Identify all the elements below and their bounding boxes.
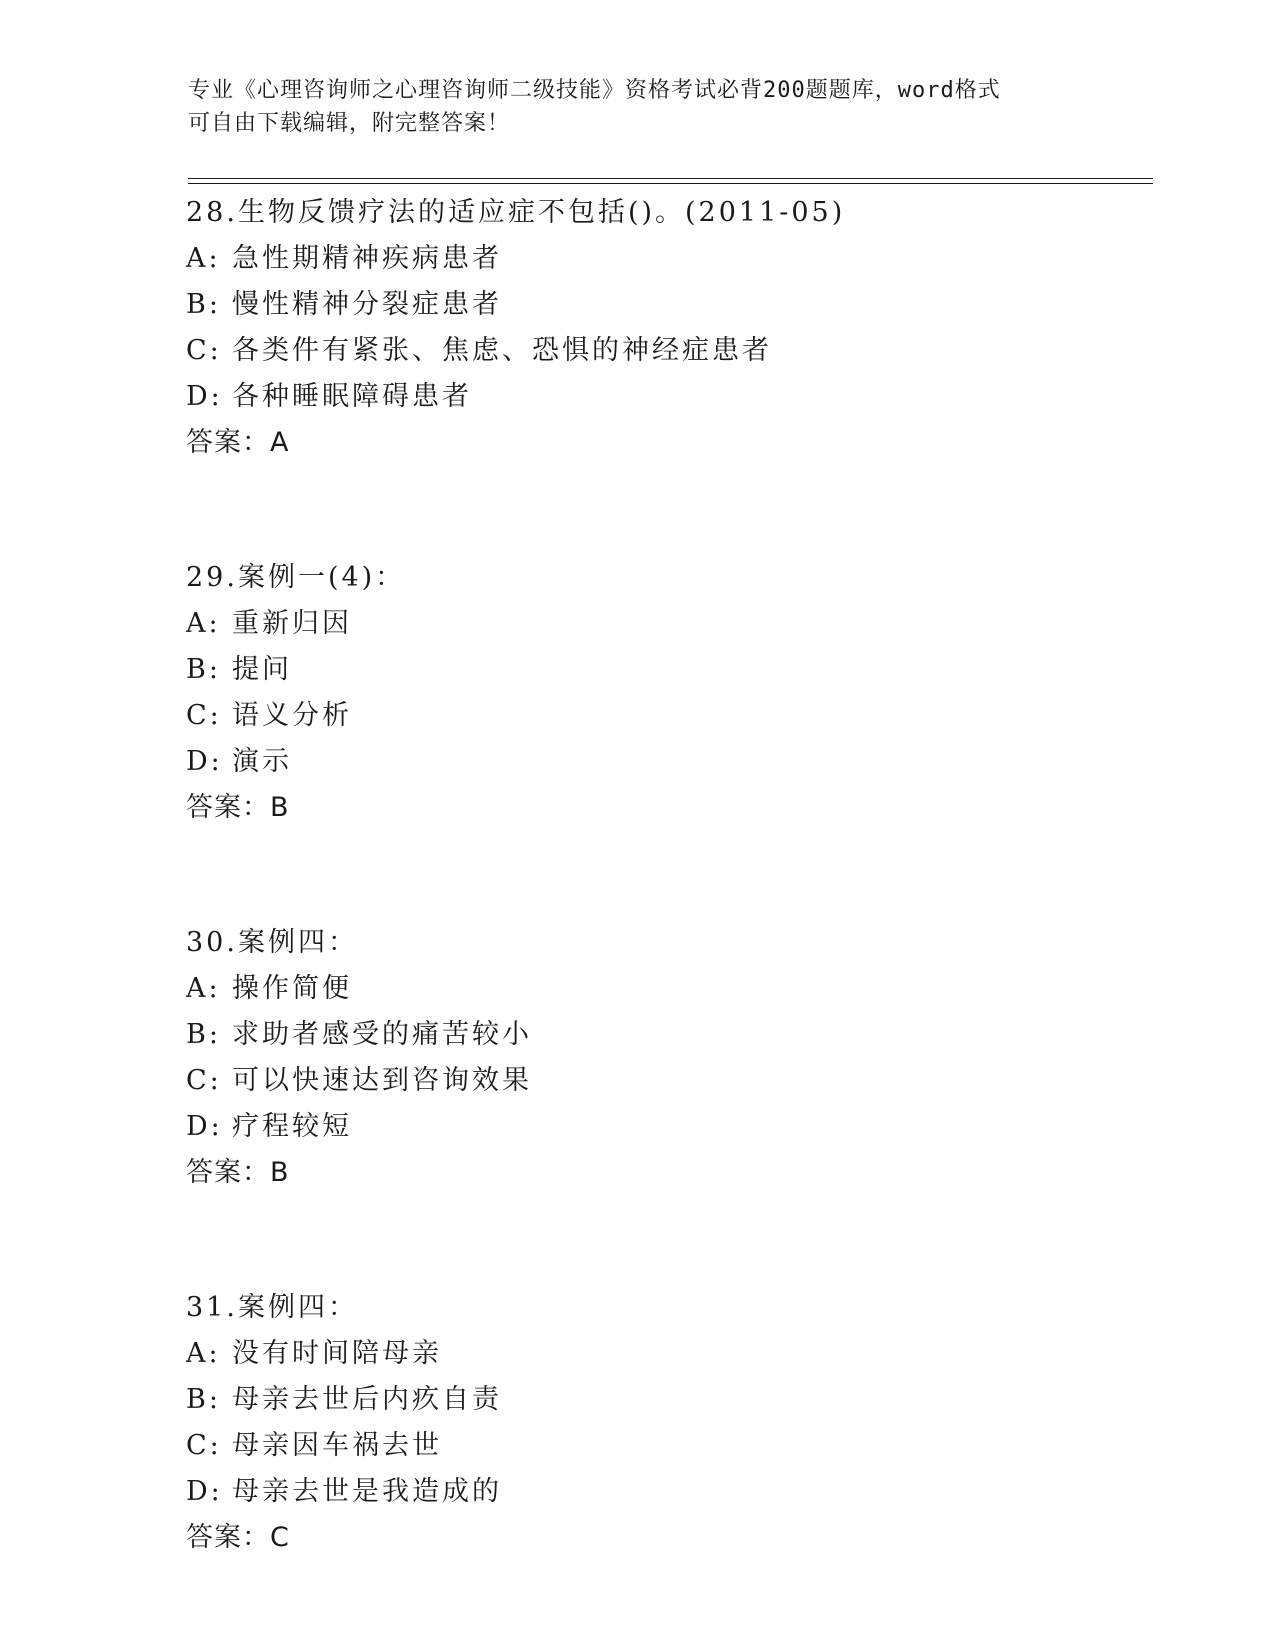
option-text: 母亲去世后内疚自责 <box>232 1384 502 1415</box>
option-key: D: <box>186 1111 223 1142</box>
option-text: 重新归因 <box>232 608 352 639</box>
option-d <box>186 1104 1186 1150</box>
option-key: D: <box>186 1476 223 1507</box>
question-stem: 29.案例一(4)： <box>186 562 406 593</box>
answer-line: 答案：B <box>186 1157 290 1188</box>
question-list <box>186 190 1186 1561</box>
question-stem: 30.案例四： <box>186 927 358 958</box>
option-a <box>186 601 1186 647</box>
answer-line: 答案：B <box>186 792 290 823</box>
option-key: C: <box>186 700 222 731</box>
option-text: 各种睡眠障碍患者 <box>232 381 472 412</box>
document-header <box>188 74 1088 140</box>
option-key: A: <box>186 973 221 1004</box>
option-a <box>186 966 1186 1012</box>
question-stem: 31.案例四： <box>186 1292 358 1323</box>
option-key: C: <box>186 335 222 366</box>
option-b <box>186 1377 1186 1423</box>
option-key: A: <box>186 243 221 274</box>
option-text: 急性期精神疾病患者 <box>232 243 502 274</box>
option-text: 慢性精神分裂症患者 <box>232 289 502 320</box>
question-stem: 28.生物反馈疗法的适应症不包括()。(2011-05) <box>186 197 846 228</box>
option-c <box>186 328 1186 374</box>
option-text: 疗程较短 <box>232 1111 352 1142</box>
option-key: A: <box>186 1338 221 1369</box>
question-30 <box>186 920 1186 1196</box>
header-line-2: 可自由下载编辑，附完整答案！ <box>188 111 511 136</box>
option-key: C: <box>186 1430 222 1461</box>
option-text: 母亲因车祸去世 <box>232 1430 442 1461</box>
option-b <box>186 1012 1186 1058</box>
option-a <box>186 236 1186 282</box>
answer-line: 答案：A <box>186 427 290 458</box>
header-line-1: 专业《心理咨询师之心理咨询师二级技能》资格考试必背200题题库，word格式 <box>188 78 1001 103</box>
option-key: D: <box>186 746 223 777</box>
option-c <box>186 1058 1186 1104</box>
option-text: 语义分析 <box>232 700 352 731</box>
option-key: C: <box>186 1065 222 1096</box>
option-b <box>186 282 1186 328</box>
option-key: D: <box>186 381 223 412</box>
option-b <box>186 647 1186 693</box>
option-key: B: <box>186 1384 221 1415</box>
option-key: B: <box>186 1019 221 1050</box>
question-31 <box>186 1285 1186 1561</box>
option-c <box>186 693 1186 739</box>
option-text: 没有时间陪母亲 <box>232 1338 442 1369</box>
option-text: 各类件有紧张、焦虑、恐惧的神经症患者 <box>232 335 772 366</box>
option-d <box>186 374 1186 420</box>
option-text: 提问 <box>232 654 292 685</box>
option-key: B: <box>186 289 221 320</box>
option-key: B: <box>186 654 221 685</box>
option-text: 母亲去世是我造成的 <box>232 1476 502 1507</box>
option-text: 求助者感受的痛苦较小 <box>232 1019 532 1050</box>
header-rule-top <box>188 178 1153 179</box>
answer-line: 答案：C <box>186 1522 290 1553</box>
option-text: 演示 <box>232 746 292 777</box>
option-key: A: <box>186 608 221 639</box>
question-28 <box>186 190 1186 466</box>
question-29 <box>186 555 1186 831</box>
option-a <box>186 1331 1186 1377</box>
option-text: 操作简便 <box>232 973 352 1004</box>
option-c <box>186 1423 1186 1469</box>
option-d <box>186 739 1186 785</box>
option-d <box>186 1469 1186 1515</box>
option-text: 可以快速达到咨询效果 <box>232 1065 532 1096</box>
header-rule-bottom <box>188 183 1153 184</box>
